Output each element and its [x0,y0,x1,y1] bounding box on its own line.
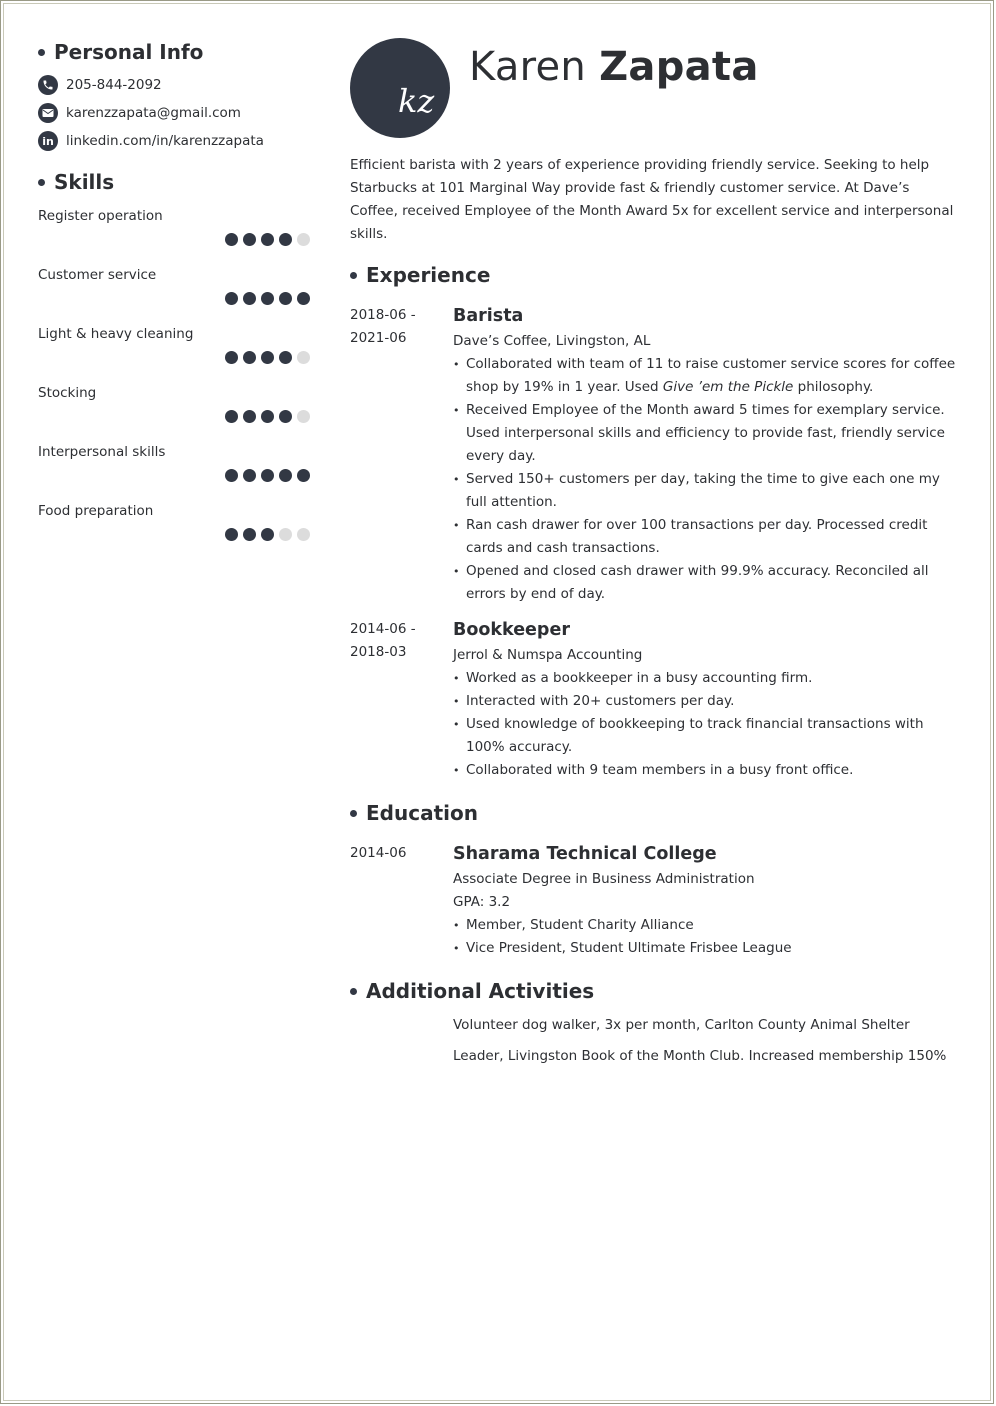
skill-label: Interpersonal skills [38,444,166,460]
rating-dot-filled [261,528,274,541]
avatar-initials: kz [398,82,435,120]
job-bullet: • Served 150+ customers per day, taking the time to give each one my full attention. [453,468,956,514]
rating-dot-filled [261,410,274,423]
rating-dot-filled [279,469,292,482]
activity-item: Leader, Livingston Book of the Month Club. Increased membership 150% [453,1048,947,1064]
education-entry [350,842,956,960]
rating-dot-filled [225,351,238,364]
resume-header [350,38,956,138]
education-heading [350,798,956,828]
skill-rating [225,469,310,482]
bullet-dot-icon [38,49,45,56]
contact-email [38,99,310,127]
rating-dot-filled [243,528,256,541]
rating-dot-filled [225,528,238,541]
job-company: Dave’s Coffee, Livingston, AL [453,333,651,349]
skill-rating [225,292,310,305]
rating-dot-filled [225,292,238,305]
job-dates [350,618,453,782]
job-bullet: • Used knowledge of bookkeeping to track financial transactions with 100% accuracy. [453,713,956,759]
summary-text: Efficient barista with 2 years of experience providing friendly service. Seeking to help Starbucks at 101 Marginal Way provide fast & friendly customer service. At Dave’s Coffee, received Employee of the Month Award 5x for excellent service and interpersonal skills. [350,157,954,242]
job-entry [350,304,956,606]
first-name: Karen [469,44,587,90]
activities-heading [350,976,956,1006]
skill-item [38,208,310,267]
job-bullet: • Received Employee of the Month award 5 times for exemplary service. Used interpersonal skills and efficiency to provide fast, friendly service every day. [453,399,956,468]
rating-dot-filled [243,469,256,482]
activities-list [350,1014,956,1068]
job-title: Barista [453,306,524,326]
education-bullet: • Member, Student Charity Alliance [453,914,956,937]
rating-dot-filled [243,351,256,364]
activities-title: Additional Activities [366,979,595,1003]
skill-rating [225,233,310,246]
job-bullets [453,667,956,782]
personal-info-title: Personal Info [54,40,204,64]
job-date-start: 2014-06 - [350,621,416,637]
job-bullet: • Collaborated with team of 11 to raise customer service scores for coffee shop by 19% in 1 year. Used Give ’em the Pickle philosophy. [453,353,956,399]
rating-dot-filled [261,469,274,482]
rating-dot-filled [243,292,256,305]
skill-rating [225,351,310,364]
experience-heading [350,260,956,290]
rating-dot-filled [261,233,274,246]
skills-title: Skills [54,170,115,194]
right-column [350,38,956,1068]
rating-dot-filled [261,351,274,364]
job-dates [350,304,453,606]
rating-dot-empty [297,351,310,364]
rating-dot-filled [279,351,292,364]
job-date-start: 2018-06 - [350,307,416,323]
degree-text: Associate Degree in Business Administration [453,871,755,887]
skill-rating [225,528,310,541]
skill-label: Light & heavy cleaning [38,326,194,342]
job-bullets [453,353,956,606]
contact-phone [38,71,310,99]
education-bullet: • Vice President, Student Ultimate Frisbee League [453,937,956,960]
rating-dot-filled [243,410,256,423]
rating-dot-filled [225,469,238,482]
experience-title: Experience [366,263,491,287]
bullet-dot-icon [38,179,45,186]
education-bullets [453,914,956,960]
job-title: Bookkeeper [453,620,570,640]
job-bullet: • Worked as a bookkeeper in a busy accounting firm. [453,667,956,690]
job-body [453,618,956,782]
education-title: Education [366,801,478,825]
rating-dot-empty [297,410,310,423]
last-name: Zapata [599,44,759,90]
linkedin-icon: in [38,131,58,151]
rating-dot-filled [297,469,310,482]
education-date: 2014-06 [350,845,407,861]
rating-dot-filled [279,292,292,305]
bullet-dot-icon [350,272,357,279]
rating-dot-empty [279,528,292,541]
rating-dot-filled [225,410,238,423]
skills-list [38,208,310,562]
school-name: Sharama Technical College [453,844,717,864]
contact-linkedin [38,127,310,155]
phone-text: 205-844-2092 [66,77,162,93]
skill-rating [225,410,310,423]
left-column [38,40,310,562]
rating-dot-empty [297,233,310,246]
job-bullet: • Opened and closed cash drawer with 99.9% accuracy. Reconciled all errors by end of day. [453,560,956,606]
job-bullet: • Interacted with 20+ customers per day. [453,690,956,713]
skill-label: Customer service [38,267,157,283]
skills-heading [38,170,310,194]
rating-dot-filled [225,233,238,246]
rating-dot-filled [261,292,274,305]
linkedin-text[interactable]: linkedin.com/in/karenzzapata [66,133,264,149]
skill-item [38,267,310,326]
skill-label: Register operation [38,208,163,224]
avatar [350,38,450,138]
gpa-text: GPA: 3.2 [453,894,511,910]
skill-label: Stocking [38,385,97,401]
job-bullet: • Ran cash drawer for over 100 transactions per day. Processed credit cards and cash transactions. [453,514,956,560]
candidate-name [469,44,759,90]
bullet-dot-icon [350,988,357,995]
rating-dot-filled [279,233,292,246]
skill-item [38,385,310,444]
rating-dot-empty [297,528,310,541]
job-entry [350,618,956,782]
email-icon [38,103,58,123]
skill-label: Food preparation [38,503,154,519]
personal-info-heading [38,40,310,64]
job-date-end: 2018-03 [350,644,407,660]
skill-item [38,503,310,562]
bullet-dot-icon [350,810,357,817]
email-text[interactable]: karenzzapata@gmail.com [66,105,241,121]
experience-list [350,304,956,782]
job-body [453,304,956,606]
job-company: Jerrol & Numspa Accounting [453,647,643,663]
job-date-end: 2021-06 [350,330,407,346]
activity-item: Volunteer dog walker, 3x per month, Carlton County Animal Shelter [453,1017,910,1033]
skill-item [38,326,310,385]
rating-dot-filled [297,292,310,305]
rating-dot-filled [243,233,256,246]
job-bullet: • Collaborated with 9 team members in a busy front office. [453,759,956,782]
phone-icon [38,75,58,95]
skill-item [38,444,310,503]
rating-dot-filled [279,410,292,423]
